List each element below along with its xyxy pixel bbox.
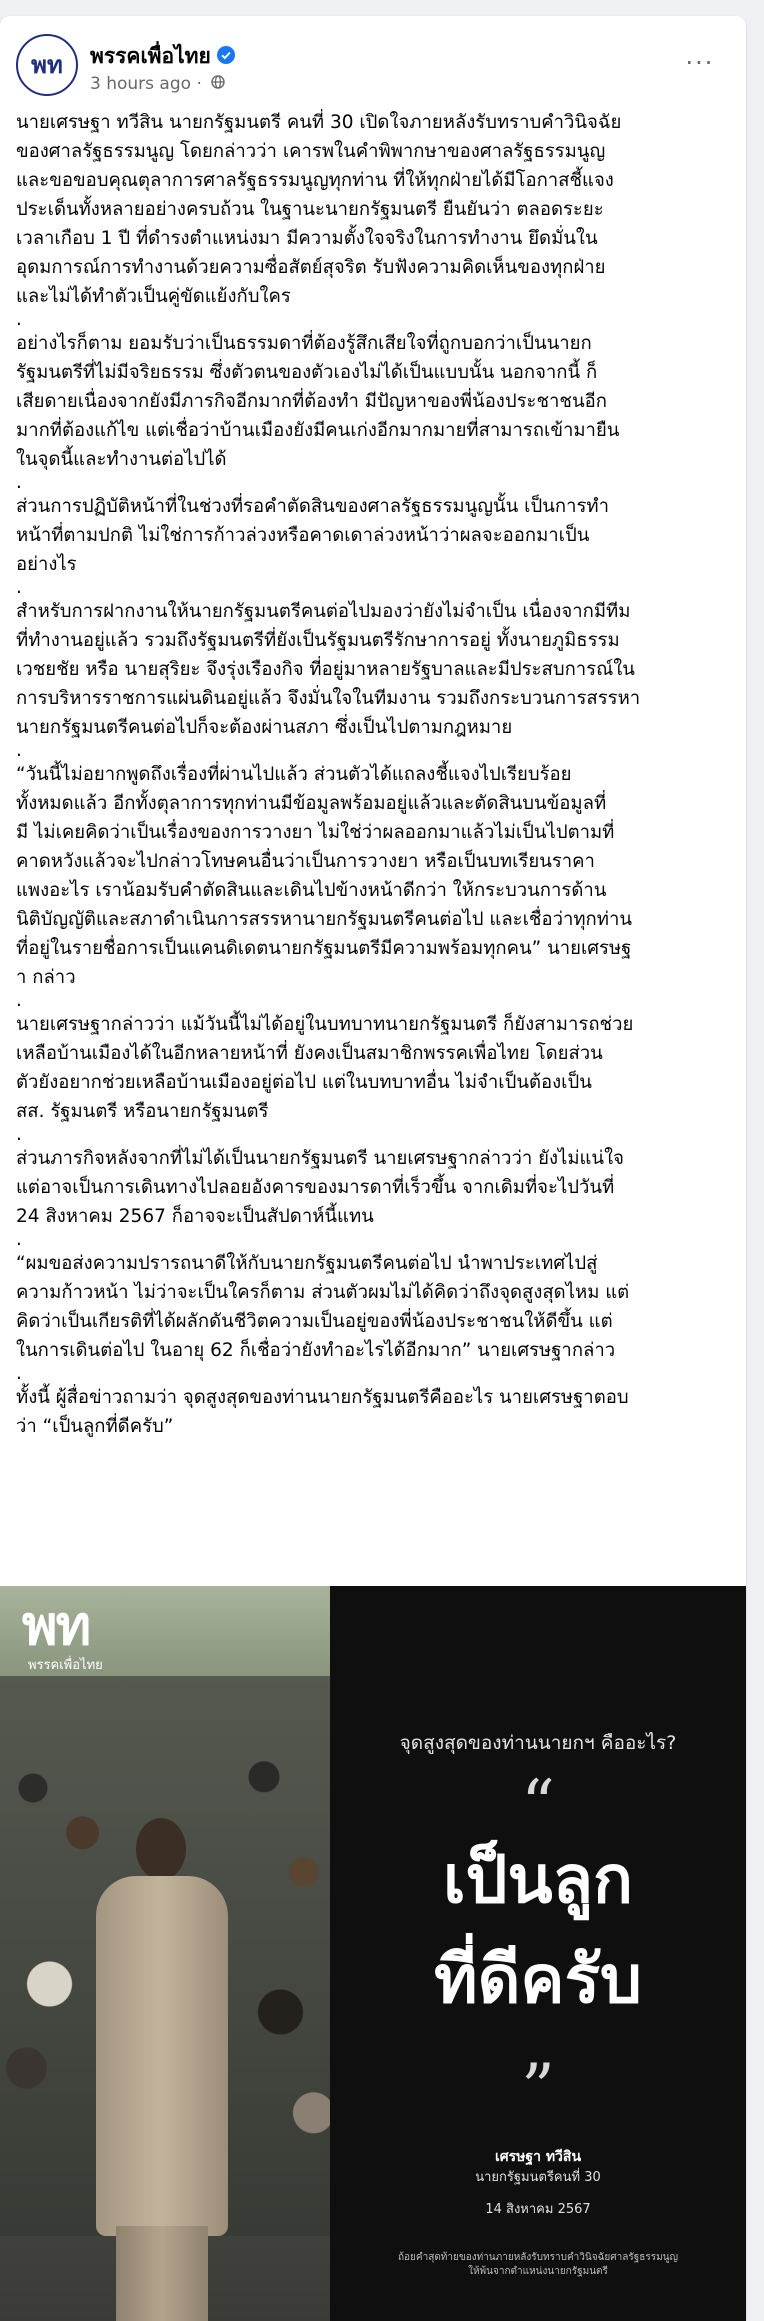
quote-question: จุดสูงสุดของท่านนายกฯ คืออะไร? — [399, 1732, 677, 1754]
paragraph-separator: . — [16, 577, 22, 598]
post-body — [16, 108, 732, 1441]
page-name-link[interactable] — [90, 40, 235, 73]
paragraph-separator: . — [16, 1363, 22, 1384]
footnote-line-1: ถ้อยคำสุดท้ายของท่านภายหลังรับทราบคำวินิจฉัยศาลรัฐธรรมนูญ — [397, 2252, 679, 2263]
image-party-name: พรรคเพื่อไทย — [28, 1658, 103, 1673]
quote-date: 14 สิงหาคม 2567 — [485, 2202, 591, 2217]
speaker-role: นายกรัฐมนตรีคนที่ 30 — [475, 2170, 601, 2185]
paragraph-separator: . — [16, 309, 22, 330]
page-name[interactable]: พรรคเพื่อไทย — [90, 44, 211, 68]
photo-person-head — [136, 1818, 186, 1880]
post-paragraph: สำหรับการฝากงานให้นายกรัฐมนตรีคนต่อไปมองว่ายังไม่จำเป็น เนื่องจากมีทีม ที่ทำงานอยู่แล้ว รวมถึงรัฐมนตรีที่ยังเป็นรัฐมนตรีรักษาการอยู่ ทั้งนายภูมิธรรม เวชยชัย หรือ นายสุริยะ จึงรุ่งเรืองกิจ ที่อยู่มาหลายรัฐบาลและมีประสบการณ์ใน การบริหารราชการแผ่นดินอยู่แล้ว จึงมั่นใจในทีมงาน รวมถึงกระบวนการสรรหา นายกรัฐมนตรีคนต่อไปก็จะต้องผ่านสภา ซึ่งเป็นไปตามกฎหมาย — [16, 601, 641, 738]
post-meta — [90, 74, 225, 94]
verified-badge-icon — [217, 46, 235, 64]
post-card — [0, 16, 746, 2321]
press-photo — [0, 1586, 330, 2321]
paragraph-separator: . — [16, 1124, 22, 1145]
meta-separator: · — [196, 74, 202, 94]
paragraph-separator: . — [16, 990, 22, 1011]
close-quote-mark: ” — [521, 2050, 555, 2127]
speaker-name: เศรษฐา ทวีสิน — [494, 2149, 582, 2165]
post-paragraph: อย่างไรก็ตาม ยอมรับว่าเป็นธรรมดาที่ต้องรู้สึกเสียใจที่ถูกบอกว่าเป็นนายก รัฐมนตรีที่ไม่มีจริยธรรม ซึ่งตัวตนของตัวเองไม่ได้เป็นแบบนั้น นอกจากนี้ ก็ เสียดายเนื่องจากยังมีภารกิจอีกมากที่ต้องทำ มีปัญหาของพี่น้องประชาชนอีก มากที่ต้องแก้ไข แต่เชื่อว่าบ้านเมืองยังมีคนเก่งอีกมากมายที่สามารถเข้ามายืน ในจุดนี้และทำงานต่อไปได้ — [16, 333, 620, 470]
globe-icon[interactable] — [211, 74, 225, 94]
post-paragraph: ส่วนภารกิจหลังจากที่ไม่ได้เป็นนายกรัฐมนตรี นายเศรษฐากล่าวว่า ยังไม่แน่ใจ แต่อาจเป็นการเดินทางไปลอยอังคารของมารดาที่เร็วขึ้น จากเดิมที่จะไปวันที่ 24 สิงหาคม 2567 ก็อาจจะเป็นสัปดาห์นี้แทน — [16, 1148, 624, 1227]
post-paragraph: “ผมขอส่งความปรารถนาดีให้กับนายกรัฐมนตรีคนต่อไป นำพาประเทศไปสู่ ความก้าวหน้า ไม่ว่าจะเป็นใครก็ตาม ส่วนตัวผมไม่ได้คิดว่าถึงจุดสูงสุดไหม แต่ คิดว่าเป็นเกียรติที่ได้ผลักดันชีวิตความเป็นอยู่ของพี่น้องประชาชนให้ดีขึ้น แต่ ในการเดินต่อไป ในอายุ 62 ก็เชื่อว่ายังทำอะไรได้อีกมาก” นายเศรษฐากล่าว — [16, 1253, 630, 1361]
footnote-line-2: ให้พ้นจากตำแหน่งนายกรัฐมนตรี — [468, 2266, 608, 2277]
paragraph-separator: . — [16, 1229, 22, 1250]
post-image[interactable] — [0, 1586, 746, 2321]
paragraph-separator: . — [16, 472, 22, 493]
page-avatar[interactable] — [16, 34, 78, 96]
quote-line-1: เป็นลูก — [443, 1841, 633, 1918]
party-logo: พท — [31, 50, 63, 79]
post-paragraph: “วันนี้ไม่อยากพูดถึงเรื่องที่ผ่านไปแล้ว ส่วนตัวได้แถลงชี้แจงไปเรียบร้อย ทั้งหมดแล้ว อีกทั้งตุลาการทุกท่านมีข้อมูลพร้อมอยู่แล้วและตัดสินบนข้อมูลที่ มี ไม่เคยคิดว่าเป็นเรื่องของการวางยา ไม่ใช่ว่าผลออกมาแล้วไม่เป็นไปตามที่ คาดหวังแล้วจะไปกล่าวโทษคนอื่นว่าเป็นการวางยา หรือเป็นบทเรียนราคา แพงอะไร เราน้อมรับคำตัดสินและเดินไปข้างหน้าดีกว่า ให้กระบวนการด้าน นิติบัญญัติและสภาดำเนินการสรรหานายกรัฐมนตรีคนต่อไป และเชื่อว่าทุกท่าน ที่อยู่ในรายชื่อการเป็นแคนดิเดตนายกรัฐมนตรีมีความพร้อมทุกคน” นายเศรษฐ า กล่าว — [16, 764, 632, 988]
post-header — [16, 34, 730, 104]
photo-person-legs — [116, 2226, 208, 2321]
photo-person-body — [96, 1876, 228, 2236]
post-paragraph: ทั้งนี้ ผู้สื่อข่าวถามว่า จุดสูงสุดของท่านนายกรัฐมนตรีคืออะไร นายเศรษฐาตอบ ว่า “เป็นลูกที่ดีครับ” — [16, 1387, 629, 1437]
paragraph-separator: . — [16, 740, 22, 761]
post-paragraph: ส่วนการปฏิบัติหน้าที่ในช่วงที่รอคำตัดสินของศาลรัฐธรรมนูญนั้น เป็นการทำ หน้าที่ตามปกติ ไม่ใช่การก้าวล่วงหรือคาดเดาล่วงหน้าว่าผลจะออกมาเป็น อย่างไร — [16, 496, 609, 575]
open-quote-mark: “ — [521, 1766, 555, 1843]
more-options-button[interactable]: ··· — [685, 49, 715, 77]
quote-line-2: ที่ดีครับ — [434, 1941, 642, 2018]
post-paragraph: นายเศรษฐากล่าวว่า แม้วันนี้ไม่ได้อยู่ในบทบาทนายกรัฐมนตรี ก็ยังสามารถช่วย เหลือบ้านเมืองได้ในอีกหลายหน้าที่ ยังคงเป็นสมาชิกพรรคเพื่อไทย โดยส่วน ตัวยังอยากช่วยเหลือบ้านเมืองอยู่ต่อไป แต่ในบทบาทอื่น ไม่จำเป็นต้องเป็น สส. รัฐมนตรี หรือนายกรัฐมนตรี — [16, 1014, 634, 1122]
post-paragraph: นายเศรษฐา ทวีสิน นายกรัฐมนตรี คนที่ 30 เปิดใจภายหลังรับทราบคำวินิจฉัย ของศาลรัฐธรรมนูญ โดยกล่าวว่า เคารพในคำพิพากษาของศาลรัฐธรรมนูญ และขอขอบคุณตุลาการศาลรัฐธรรมนูญทุกท่าน ที่ให้ทุกฝ่ายได้มีโอกาสชี้แจง ประเด็นทั้งหลายอย่างครบถ้วน ในฐานะนายกรัฐมนตรี ยืนยันว่า ตลอดระยะ เวลาเกือบ 1 ปี ที่ดำรงตำแหน่งมา มีความตั้งใจจริงในการทำงาน ยึดมั่นใน อุดมการณ์การทำงานด้วยความซื่อสัตย์สุจริต รับฟังความคิดเห็นของทุกฝ่าย และไม่ได้ทำตัวเป็นคู่ขัดแย้งกับใคร — [16, 112, 622, 307]
image-party-logo: พท — [22, 1593, 90, 1657]
post-timestamp[interactable]: 3 hours ago — [90, 74, 192, 94]
quote-panel — [330, 1586, 746, 2321]
